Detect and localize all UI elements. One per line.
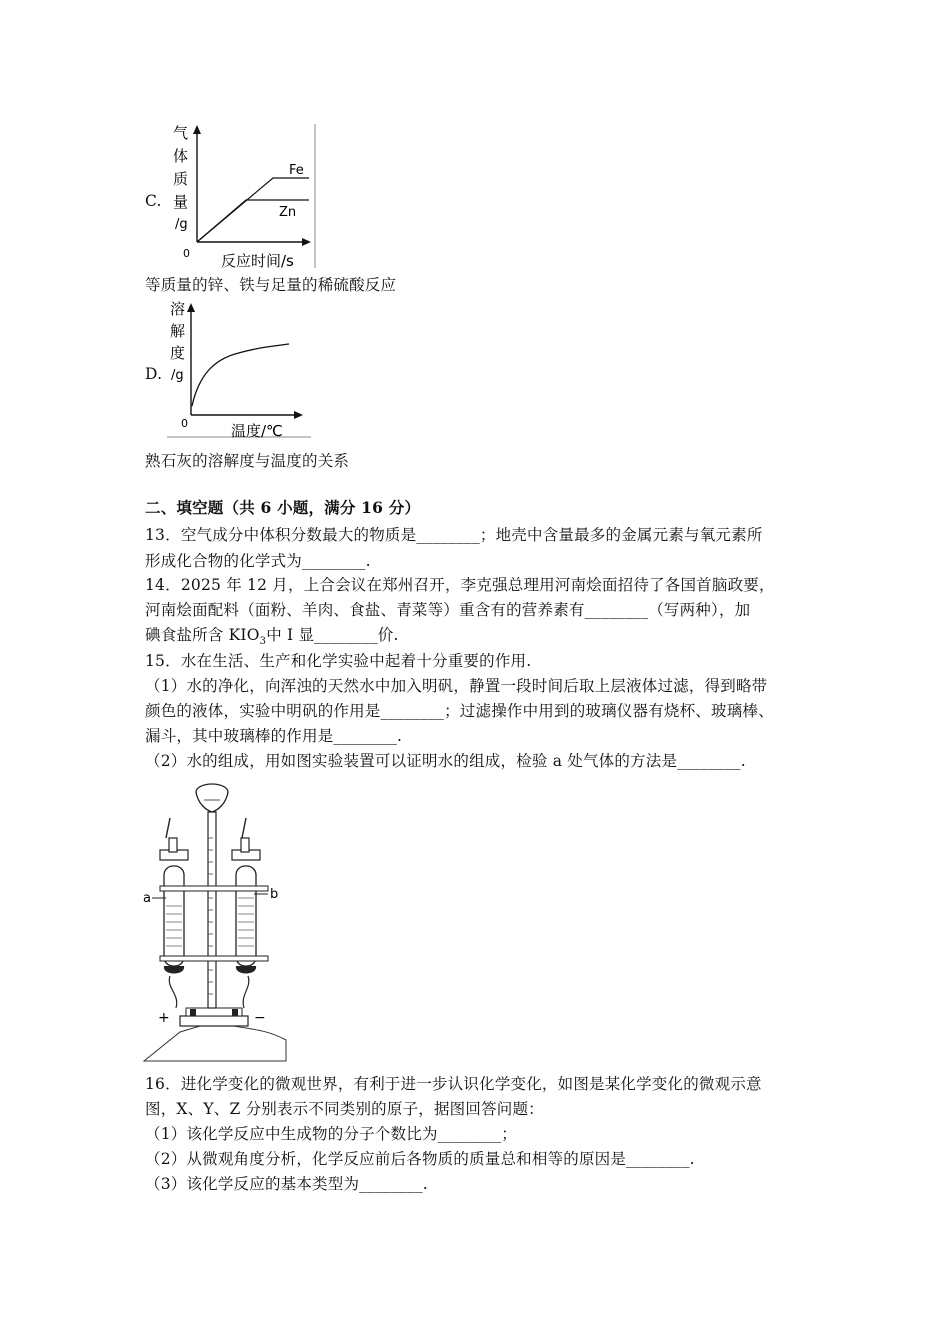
chart-d-x-arrow [294, 411, 303, 419]
q15-line4: 漏斗，其中玻璃棒的作用是________. [145, 727, 403, 745]
electrolysis-apparatus-figure [140, 778, 288, 1062]
q16-line3: （1）该化学反应中生成物的分子个数比为________； [145, 1125, 517, 1143]
option-d-caption: 熟石灰的溶解度与温度的关系 [145, 452, 350, 470]
apparatus-left-tube [164, 866, 184, 966]
chart-c-ylabel-char: 气 [173, 124, 189, 142]
apparatus-label-b: b [270, 887, 279, 902]
q15-line5: （2）水的组成，用如图实验装置可以证明水的组成，检验 a 处气体的方法是________. [145, 752, 746, 770]
apparatus-electrode-right [232, 1009, 238, 1016]
chart-d-curve [192, 344, 289, 406]
q14-line1: 14．2025 年 12 月，上合会议在郑州召开，李克强总理用河南烩面招待了各国首脑政要， [145, 576, 775, 594]
q13-line2: 形成化合物的化学式为________. [145, 552, 371, 570]
apparatus-right-valve [241, 838, 249, 852]
chart-c-zn-legend: Zn [279, 205, 297, 220]
apparatus-electrode-left [190, 1009, 196, 1016]
apparatus-right-wire [243, 976, 249, 1008]
apparatus-left-nozzle [166, 818, 170, 838]
option-c-caption: 等质量的锌、铁与足量的稀硫酸反应 [145, 276, 397, 294]
q16-line1: 16．进化学变化的微观世界，有利于进一步认识化学变化，如图是某化学变化的微观示意 [145, 1075, 762, 1093]
option-d-label: D. [145, 365, 163, 383]
chart-d-y-arrow [187, 303, 195, 312]
chart-d-origin: 0 [181, 417, 188, 430]
chart-d-y-unit: /g [171, 368, 184, 383]
q15-line2: （1）水的净化，向浑浊的天然水中加入明矾，静置一段时间后取上层液体过滤，得到略带 [145, 677, 768, 695]
q14-line2: 河南烩面配料（面粉、羊肉、食盐、青菜等）重含有的营养素有________（写两种），加 [145, 601, 751, 619]
chart-c-xlabel: 反应时间/s [221, 252, 294, 270]
chart-c-origin: 0 [183, 247, 190, 260]
chart-c-y-arrow [193, 125, 201, 134]
chart-d-xlabel: 温度/℃ [231, 422, 283, 440]
q14-line3 [145, 624, 399, 653]
apparatus-label-a: a [143, 891, 151, 906]
q16-line2: 图，X、Y、Z 分别表示不同类别的原子，据图回答问题： [145, 1100, 544, 1118]
apparatus-ground [144, 1022, 286, 1061]
apparatus-reservoir-bowl [196, 792, 228, 812]
q16-line5: （3）该化学反应的基本类型为________. [145, 1175, 428, 1193]
q14-line3-post: 中 I 显________价. [266, 626, 399, 644]
section-heading: 二、填空题（共 6 小题，满分 16 分） [145, 498, 421, 517]
apparatus-left-wire [169, 976, 176, 1008]
chart-d-ylabel-char: 度 [170, 344, 186, 362]
apparatus-stand-base [180, 1016, 248, 1026]
q16-line4: （2）从微观角度分析，化学反应前后各物质的质量总和相等的原因是________. [145, 1150, 695, 1168]
chart-c-y-unit: /g [175, 217, 188, 232]
chart-d-ylabel-char: 溶 [170, 300, 186, 318]
apparatus-right-electrode-plate [236, 966, 256, 974]
chart-c-gas-mass-vs-time [165, 122, 320, 270]
q13-line1: 13．空气成分中体积分数最大的物质是________；地壳中含量最多的金属元素与氧元素所 [145, 526, 763, 544]
chart-c-fe-legend: Fe [289, 163, 304, 178]
q15-line3: 颜色的液体，实验中明矾的作用是________；过滤操作中用到的玻璃仪器有烧杯、玻璃棒、 [145, 702, 774, 720]
apparatus-upper-clamp [160, 886, 268, 891]
apparatus-lower-clamp [160, 956, 268, 961]
apparatus-label-plus: + [158, 1010, 170, 1026]
apparatus-left-valve [169, 838, 177, 852]
apparatus-right-tube [236, 866, 256, 966]
q15-line1: 15．水在生活、生产和化学实验中起着十分重要的作用. [145, 652, 532, 670]
q14-line3-subscript: 3 [259, 636, 267, 648]
chart-c-ylabel-char: 体 [173, 147, 189, 165]
apparatus-label-minus: − [254, 1010, 266, 1026]
chart-c-ylabel-char: 质 [173, 170, 189, 188]
apparatus-left-electrode-plate [164, 966, 184, 974]
chart-d-ylabel-char: 解 [170, 322, 186, 340]
option-c-label: C. [145, 192, 162, 210]
apparatus-right-nozzle [242, 818, 246, 838]
chart-d-solubility-vs-temperature [165, 296, 315, 442]
chart-c-x-arrow [302, 238, 311, 246]
chart-c-ylabel-char: 量 [173, 193, 189, 211]
q14-line3-pre: 碘食盐所含 KIO [145, 626, 260, 644]
